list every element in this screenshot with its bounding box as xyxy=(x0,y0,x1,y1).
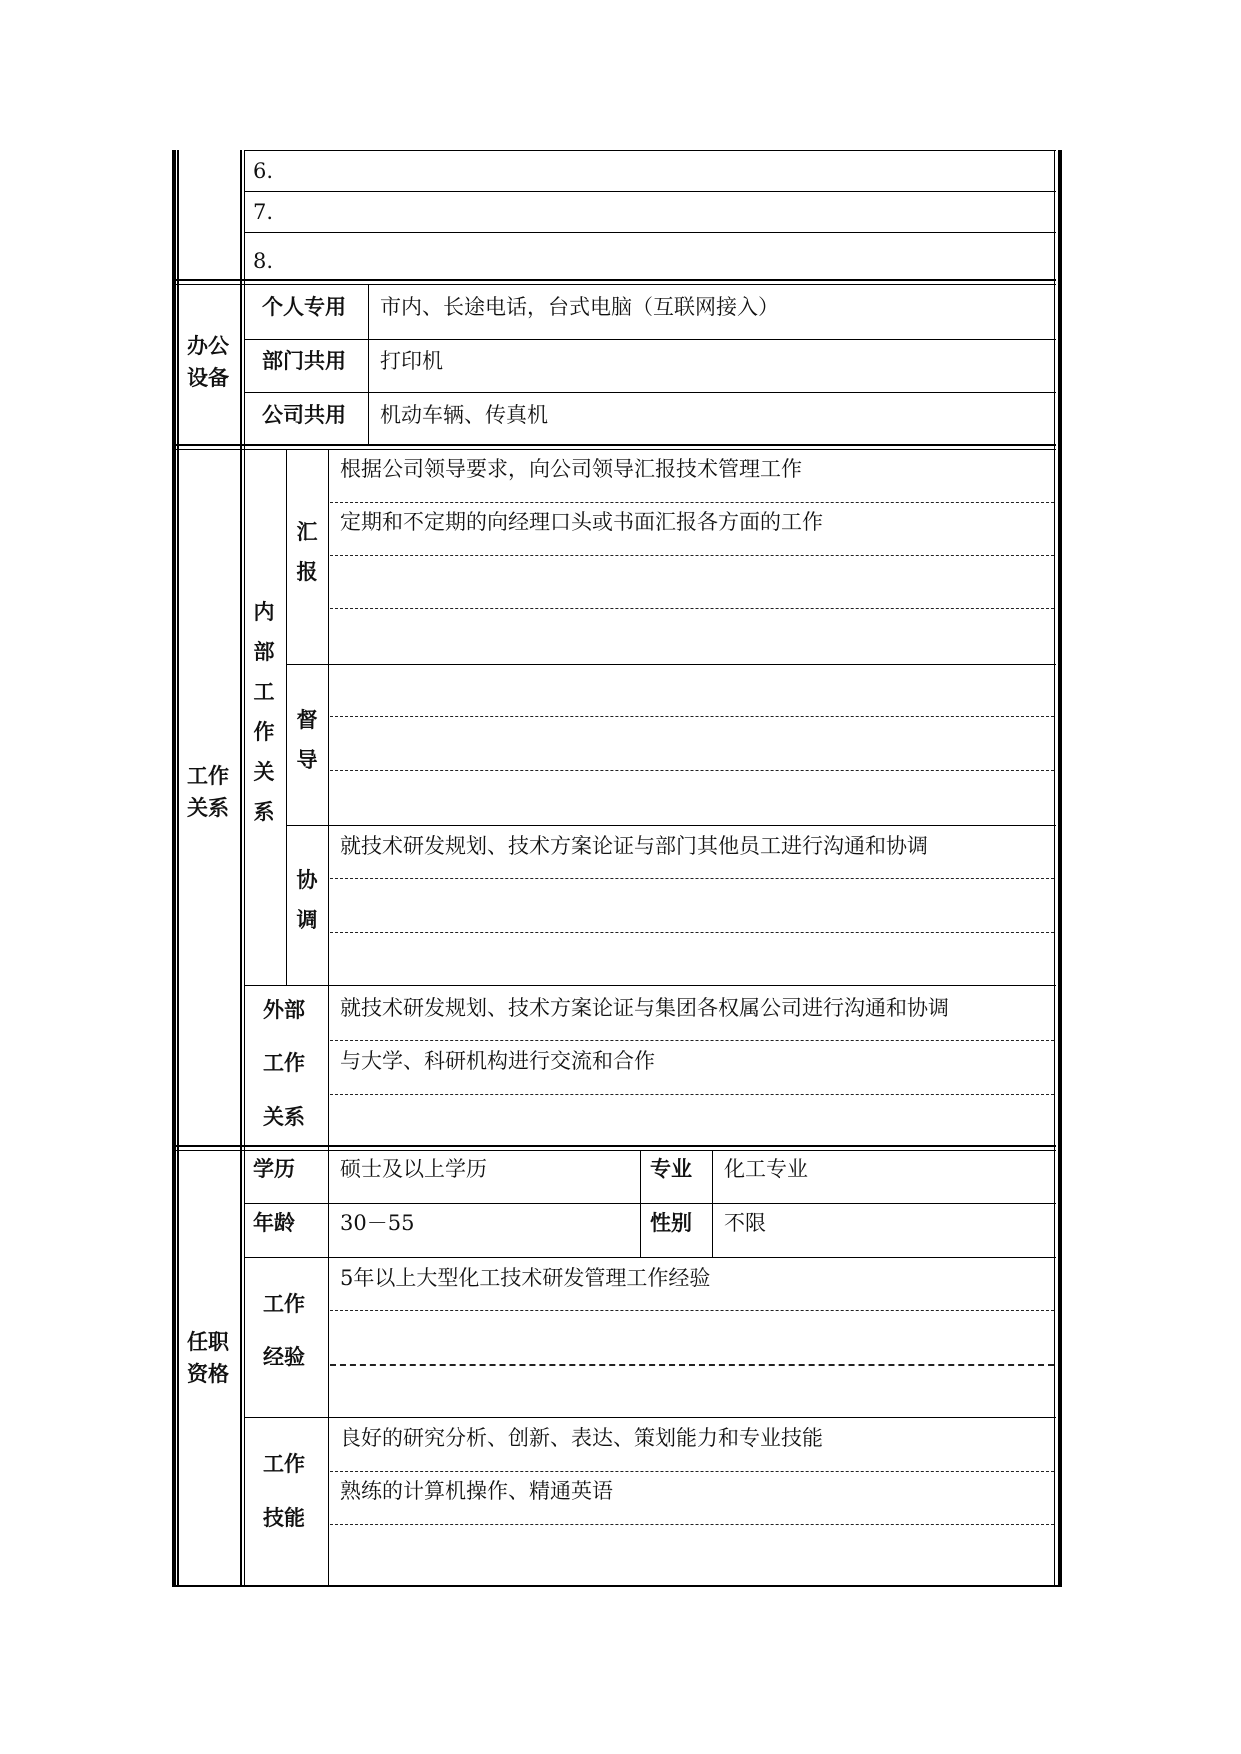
external-label-line-1: 外部 xyxy=(263,998,305,1022)
bottom-border xyxy=(172,1585,1062,1587)
dashed-divider xyxy=(330,878,1054,879)
dashed-divider xyxy=(330,555,1054,556)
office-label-line-1: 办公 xyxy=(187,334,229,358)
outer-left-border xyxy=(172,150,176,1587)
skills-label-line-2: 技能 xyxy=(263,1506,305,1530)
inner-left-border xyxy=(177,150,179,1587)
office-label-divider xyxy=(368,284,369,446)
experience-label-line-2: 经验 xyxy=(263,1345,305,1369)
coordinate-label-char-1: 协 xyxy=(296,868,318,892)
outer-right-border xyxy=(1058,150,1062,1587)
education-value: 硕士及以上学历 xyxy=(340,1157,487,1181)
education-label: 学历 xyxy=(253,1157,295,1181)
gender-label: 性别 xyxy=(650,1211,692,1235)
dashed-divider xyxy=(330,608,1054,609)
supervise-label-char-2: 导 xyxy=(296,748,318,772)
personal-use-label: 个人专用 xyxy=(262,295,346,319)
skills-line-2: 熟练的计算机操作、精通英语 xyxy=(340,1479,613,1503)
external-label-line-2: 工作 xyxy=(263,1051,305,1075)
section-separator xyxy=(176,1145,1056,1147)
dashed-divider xyxy=(330,1524,1054,1525)
dashed-divider xyxy=(330,1471,1054,1472)
personal-use-value: 市内、长途电话，台式电脑（互联网接入） xyxy=(380,295,779,319)
list-item-6: 6. xyxy=(253,159,274,183)
row-divider xyxy=(244,339,1056,340)
external-label-line-3: 关系 xyxy=(263,1105,305,1129)
section-separator xyxy=(176,279,1056,281)
row-divider xyxy=(286,825,1056,826)
relations-label-line-2: 关系 xyxy=(187,796,229,820)
department-shared-value: 打印机 xyxy=(380,349,443,373)
row-divider xyxy=(244,150,1056,151)
age-label: 年龄 xyxy=(253,1211,295,1235)
skills-label-line-1: 工作 xyxy=(263,1452,305,1476)
report-label-char-1: 汇 xyxy=(296,520,318,544)
row-divider xyxy=(244,232,1056,233)
skills-line-1: 良好的研究分析、创新、表达、策划能力和专业技能 xyxy=(340,1426,823,1450)
external-line-2: 与大学、科研机构进行交流和合作 xyxy=(340,1049,655,1073)
experience-label-line-1: 工作 xyxy=(263,1292,305,1316)
internal-label-char-4: 作 xyxy=(253,720,275,744)
category-column-divider-1 xyxy=(240,150,242,1587)
coordinate-line-1: 就技术研发规划、技术方案论证与部门其他员工进行沟通和协调 xyxy=(340,834,928,858)
list-item-7: 7. xyxy=(253,200,274,224)
row-divider xyxy=(244,1203,1056,1204)
row-divider xyxy=(244,1417,1056,1418)
internal-label-char-5: 关 xyxy=(253,760,275,784)
office-label-line-2: 设备 xyxy=(187,366,229,390)
internal-relations-label xyxy=(250,592,278,832)
dashed-divider xyxy=(330,716,1054,717)
internal-label-char-3: 工 xyxy=(253,680,275,704)
dashed-divider xyxy=(330,1040,1054,1041)
internal-column-divider xyxy=(286,449,287,986)
row-divider xyxy=(244,191,1056,192)
company-shared-value: 机动车辆、传真机 xyxy=(380,403,548,427)
column-divider xyxy=(640,1150,641,1258)
dashed-divider xyxy=(330,770,1054,771)
internal-label-char-1: 内 xyxy=(253,600,275,624)
company-shared-label: 公司共用 xyxy=(262,403,346,427)
category-column-divider-2 xyxy=(244,150,245,1587)
coordinate-label xyxy=(293,860,321,940)
row-divider xyxy=(244,392,1056,393)
coordinate-label-char-2: 调 xyxy=(296,908,318,932)
report-label-char-2: 报 xyxy=(296,560,318,584)
qualifications-label xyxy=(186,1326,230,1390)
section-separator xyxy=(176,284,1056,285)
row-divider xyxy=(244,1257,1056,1258)
supervise-label xyxy=(293,700,321,780)
column-divider xyxy=(712,1150,713,1258)
row-divider xyxy=(286,664,1056,665)
sub-category-divider xyxy=(328,449,329,1586)
major-label: 专业 xyxy=(650,1157,692,1181)
relations-label-line-1: 工作 xyxy=(187,764,229,788)
inner-right-border xyxy=(1054,150,1055,1587)
department-shared-label: 部门共用 xyxy=(262,349,346,373)
qualifications-label-line-2: 资格 xyxy=(187,1362,229,1386)
dashed-divider xyxy=(330,1310,1054,1311)
office-equipment-label xyxy=(186,330,230,394)
supervise-label-char-1: 督 xyxy=(296,708,318,732)
work-relations-label xyxy=(186,760,230,824)
dashed-divider xyxy=(330,502,1054,503)
age-value: 30－55 xyxy=(340,1211,415,1235)
section-separator xyxy=(176,1150,1056,1151)
list-item-8: 8. xyxy=(253,249,274,273)
section-separator xyxy=(176,444,1056,446)
internal-label-char-2: 部 xyxy=(253,640,275,664)
dashed-divider xyxy=(330,1094,1054,1095)
dashed-divider xyxy=(330,932,1054,933)
report-line-1: 根据公司领导要求，向公司领导汇报技术管理工作 xyxy=(340,457,802,481)
report-label xyxy=(293,512,321,592)
dashed-divider xyxy=(330,1364,1054,1366)
gender-value: 不限 xyxy=(724,1211,766,1235)
report-line-2: 定期和不定期的向经理口头或书面汇报各方面的工作 xyxy=(340,510,823,534)
qualifications-label-line-1: 任职 xyxy=(187,1330,229,1354)
experience-line-1: 5年以上大型化工技术研发管理工作经验 xyxy=(340,1266,711,1290)
external-line-1: 就技术研发规划、技术方案论证与集团各权属公司进行沟通和协调 xyxy=(340,996,949,1020)
row-divider xyxy=(244,985,1056,986)
internal-label-char-6: 系 xyxy=(253,800,275,824)
section-separator xyxy=(176,449,1056,450)
major-value: 化工专业 xyxy=(724,1157,808,1181)
